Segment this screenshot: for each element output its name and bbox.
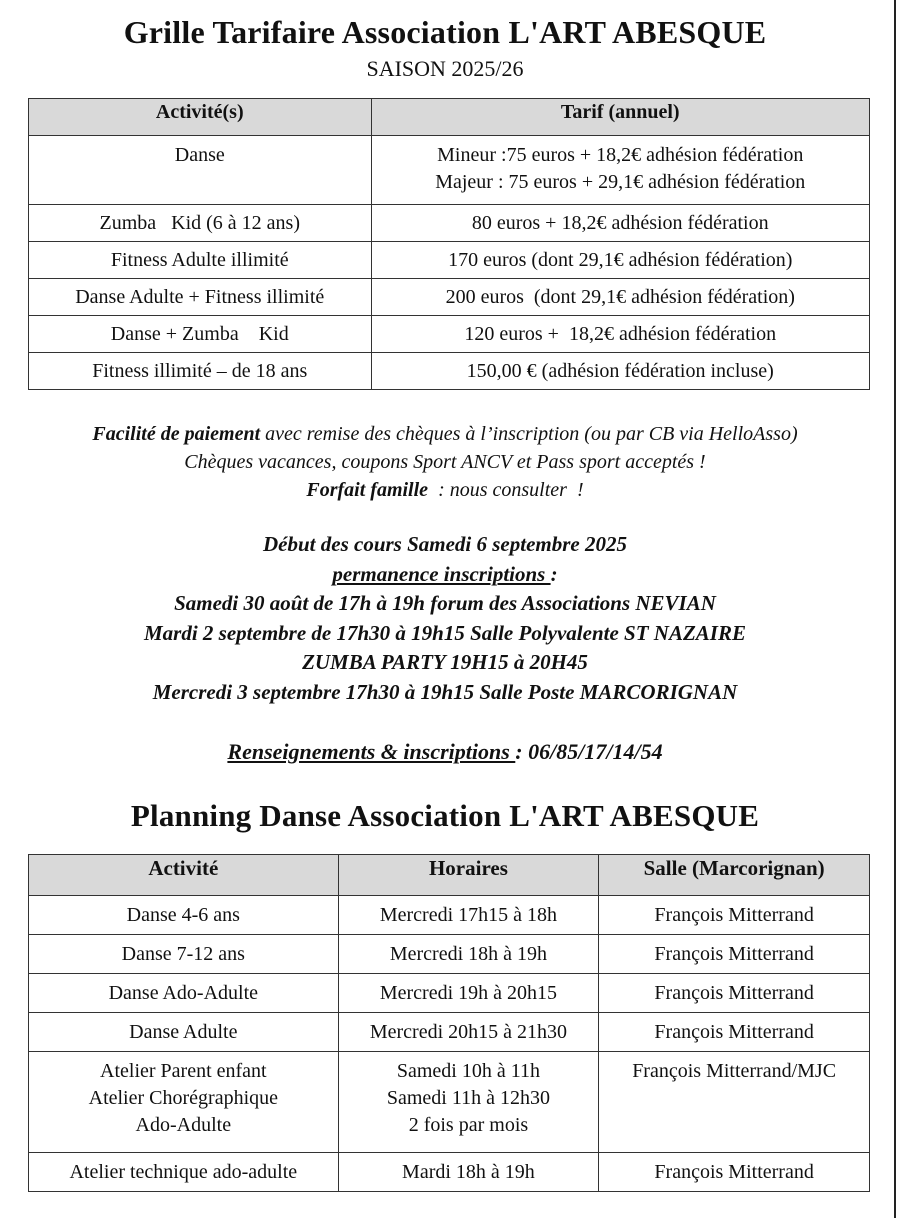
planning-col-activity: Activité <box>29 855 339 896</box>
table-row <box>29 316 870 353</box>
planning-col-room: Salle (Marcorignan) <box>599 855 870 896</box>
planning-activity: Danse 7-12 ans <box>29 935 339 974</box>
table-row <box>29 1153 870 1192</box>
planning-hours: Mercredi 17h15 à 18h <box>338 896 599 935</box>
table-row <box>29 896 870 935</box>
tarif-price: 120 euros + 18,2€ adhésion fédération <box>371 316 870 353</box>
tarif-col-activity: Activité(s) <box>29 99 372 136</box>
table-row <box>29 205 870 242</box>
payment-line <box>0 420 890 448</box>
permanence-label: permanence inscriptions <box>332 561 551 586</box>
table-row <box>29 935 870 974</box>
tarif-activity: Fitness Adulte illimité <box>29 242 372 279</box>
planning-hours: Mardi 18h à 19h <box>338 1153 599 1192</box>
contact-phone: : 06/85/17/14/54 <box>515 739 663 764</box>
tarif-activity: Danse <box>29 136 372 205</box>
planning-hours: Mercredi 18h à 19h <box>338 935 599 974</box>
planning-hours <box>338 1052 599 1153</box>
permanence-line: Samedi 30 août de 17h à 19h forum des Associations NEVIAN <box>174 591 716 615</box>
tarif-activity: Fitness illimité – de 18 ans <box>29 353 372 390</box>
table-row <box>29 279 870 316</box>
tarif-header-row <box>29 99 870 136</box>
season-subtitle: SAISON 2025/26 <box>366 56 524 81</box>
planning-room: François Mitterrand/MJC <box>599 1052 870 1153</box>
permanence-line: Mercredi 3 septembre 17h30 à 19h15 Salle Poste MARCORIGNAN <box>152 679 738 704</box>
planning-activity <box>29 1052 339 1153</box>
contact-label: Renseignements & inscriptions <box>227 739 516 764</box>
page-title: Grille Tarifaire Association L'ART ABESQUE <box>123 14 767 50</box>
tarif-price <box>371 136 870 205</box>
tarif-activity: Zumba Kid (6 à 12 ans) <box>29 205 372 242</box>
tarif-price-line: Majeur : 75 euros + 29,1€ adhésion fédération <box>435 171 806 193</box>
planning-col-hours: Horaires <box>338 855 599 896</box>
payment-facility-text: avec remise des chèques à l’inscription (ou par CB via HelloAsso) <box>260 423 798 445</box>
payment-facility-label: Facilité de paiement <box>92 423 261 445</box>
table-row <box>29 1052 870 1153</box>
planning-room: François Mitterrand <box>599 1153 870 1192</box>
planning-header-row <box>29 855 870 896</box>
planning-activity: Danse 4-6 ans <box>29 896 339 935</box>
planning-title: Planning Danse Association L'ART ABESQUE <box>130 798 760 833</box>
planning-hours: Mercredi 20h15 à 21h30 <box>338 1013 599 1052</box>
tarif-col-price: Tarif (annuel) <box>371 99 870 136</box>
planning-hours-line: 2 fois par mois <box>408 1114 529 1136</box>
planning-room: François Mitterrand <box>599 974 870 1013</box>
tarif-price: 150,00 € (adhésion fédération incluse) <box>371 353 870 390</box>
table-row <box>29 353 870 390</box>
payment-vouchers-line: Chèques vacances, coupons Sport ANCV et Pass sport acceptés ! <box>184 451 706 473</box>
family-package-text: : nous consulter ! <box>428 479 584 501</box>
tarif-activity: Danse + Zumba Kid <box>29 316 372 353</box>
permanence-line: ZUMBA PARTY 19H15 à 20H45 <box>302 650 588 674</box>
payment-line <box>0 476 890 504</box>
table-row <box>29 242 870 279</box>
table-row <box>29 974 870 1013</box>
tarif-price: 200 euros (dont 29,1€ adhésion fédération) <box>371 279 870 316</box>
tarif-price: 80 euros + 18,2€ adhésion fédération <box>371 205 870 242</box>
permanence-heading <box>0 560 890 590</box>
contact-line <box>0 737 890 767</box>
planning-activity-line: Atelier Chorégraphique <box>88 1087 278 1109</box>
table-row <box>29 136 870 205</box>
planning-room: François Mitterrand <box>599 935 870 974</box>
course-start: Début des cours Samedi 6 septembre 2025 <box>263 532 627 556</box>
planning-room: François Mitterrand <box>599 1013 870 1052</box>
schedule-info <box>0 530 890 707</box>
planning-activity-line: Ado-Adulte <box>135 1114 232 1136</box>
table-row <box>29 1013 870 1052</box>
planning-activity: Danse Adulte <box>29 1013 339 1052</box>
payment-info <box>0 420 890 504</box>
planning-hours-line: Samedi 11h à 12h30 <box>386 1087 550 1109</box>
tarif-price: 170 euros (dont 29,1€ adhésion fédération) <box>371 242 870 279</box>
permanence-suffix: : <box>550 561 558 586</box>
planning-table <box>28 854 870 1192</box>
planning-activity-line: Atelier Parent enfant <box>100 1060 267 1082</box>
tarif-activity: Danse Adulte + Fitness illimité <box>29 279 372 316</box>
tarif-table <box>28 98 870 390</box>
family-package-label: Forfait famille <box>306 479 429 501</box>
planning-activity: Danse Ado-Adulte <box>29 974 339 1013</box>
planning-room: François Mitterrand <box>599 896 870 935</box>
planning-hours: Mercredi 19h à 20h15 <box>338 974 599 1013</box>
permanence-line: Mardi 2 septembre de 17h30 à 19h15 Salle Polyvalente ST NAZAIRE <box>144 620 746 645</box>
planning-hours-line: Samedi 10h à 11h <box>396 1060 540 1082</box>
tarif-price-line: Mineur :75 euros + 18,2€ adhésion fédération <box>437 144 804 166</box>
planning-activity: Atelier technique ado-adulte <box>29 1153 339 1192</box>
